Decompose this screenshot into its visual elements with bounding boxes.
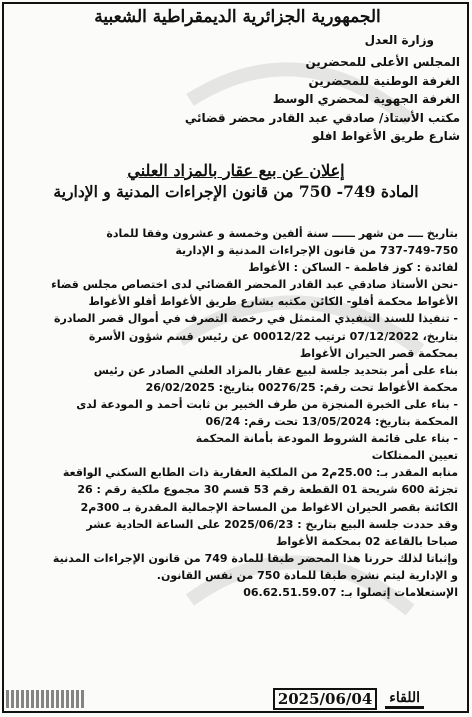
body-line: تعيين الممتلكات: [371, 449, 458, 463]
body-line: الأغواط محكمة أفلو- الكائن مكتبه بشارع طريق الأغواط أفلو الأغواط: [88, 295, 458, 309]
sender-line: الغرفة الجهوية لمحضري الوسط: [272, 92, 460, 106]
body-line: بتاريخ ــــ من شهر ــــــ سنة ألفين وخمسة و عشرون وفقا للمادة: [106, 227, 458, 240]
issuer-header: [15, 5, 460, 146]
sender-list: [15, 53, 460, 146]
body-line: لفائدة : كوز فاطمة - الساكن : الأغواط: [248, 261, 458, 275]
body-line: وقد حددت جلسة البيع بتاريخ : 2025/06/23 على الساعة الحادية عشر: [86, 517, 458, 531]
announcement-title: إعلان عن بيع عقار بالمزاد العلني: [127, 161, 345, 180]
body-line: -نحن الأستاذ صادقي عبد القادر المحضر القضائي لدى اختصاص مجلس قضاء: [51, 278, 458, 292]
body-line: منابه المقدر بـ: 25.00م2 من الملكية العقارية ذات الطابع السكني الواقعة: [62, 466, 458, 480]
ministry-name: وزارة العدل: [364, 33, 434, 47]
body-line: محكمة الأغواط تحت رقم: 00276/25 بتاريخ: 26/02/2025: [145, 380, 458, 394]
body-line: المحكمة بتاريخ: 13/05/2024 تحت رقم: 06/24: [205, 415, 458, 429]
body-line: - تنفيذا للسند التنفيذي المتمثل في رخصة التصرف في أموال قصر الصادرة: [54, 312, 458, 326]
sender-line: مكتب الأستاذ/ صادقي عبد القادر محضر قضائي: [184, 110, 460, 125]
sender-line: الغرفة الوطنية للمحضرين: [308, 73, 460, 88]
announcement-body: [16, 225, 458, 601]
body-line: - بناء على قائمة الشروط المودعة بأمانة المحكمة: [195, 432, 458, 446]
body-line: بناء على أمر بتحديد جلسة لبيع عقار بالمزاد العلني الصادر عن رئيس: [93, 363, 458, 377]
issue-date: 2025/06/04: [273, 688, 377, 710]
body-line: بتاريخ، 07/12/2022 ترتيب 00012/22 عن رئيس قسم شؤون الأسرة: [88, 329, 458, 343]
body-line: صباحا بالقاعة 02 بمحكمة الأغواط: [275, 534, 458, 548]
body-line: الإستعلامات إتصلوا بـ: 06.62.51.59.07: [243, 585, 458, 599]
body-line: وإثباتا لذلك حررنا هذا المحضر طبقا للمادة 749 من قانون الإجراءات المدنية: [52, 551, 458, 565]
body-line: - بناء على الخبرة المنجزة من طرف الخبير بن ثابت أحمد و المودعة لدى: [76, 397, 458, 411]
announcement-subtitle: المادة 749- 750 من قانون الإجراءات المدنية و الإدارية: [53, 182, 419, 201]
sender-line: شارع طريق الأغواط افلو: [312, 129, 460, 143]
republic-title: الجمهورية الجزائرية الديمقراطية الشعبية: [94, 7, 381, 27]
body-line: 737-749-750 من قانون الإجراءات المدنية و الإدارية: [175, 244, 458, 258]
body-line: الكائنة بقصر الحيران الاغواط من المساحة الإجمالية المقدرة بـ 300م2: [80, 500, 458, 514]
sender-line: المجلس الأعلى للمحضرين: [305, 55, 460, 69]
body-line: بمحكمة قصر الحيران الأغواط: [299, 346, 458, 360]
newspaper-name: اللقاء: [385, 690, 424, 709]
body-line: و الإدارية ليتم نشره طبقا للمادة 750 من نفس القانون.: [156, 568, 458, 582]
body-line: تجزئة 600 شريحة 01 القطعة رقم 53 قسم 30 مجموع ملكية رقم : 26: [77, 483, 458, 497]
publication-footer: [2, 685, 470, 713]
